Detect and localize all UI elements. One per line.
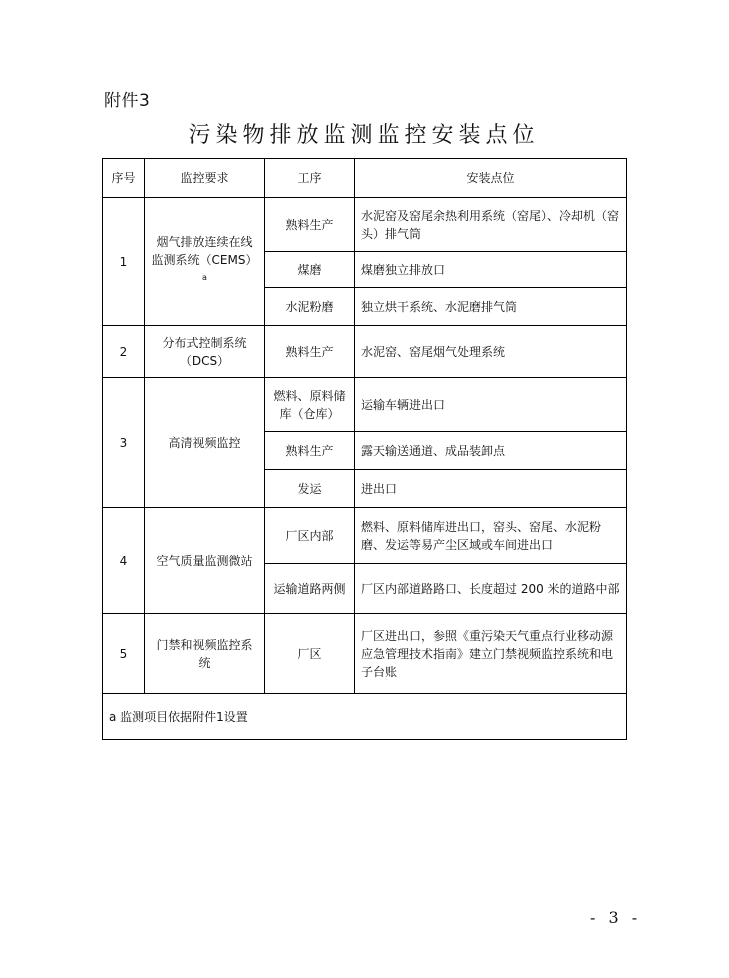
row-location: 独立烘干系统、水泥磨排气筒 — [355, 288, 627, 326]
row-no: 3 — [103, 378, 145, 508]
page-number: - 3 - — [590, 908, 642, 927]
row-process: 厂区 — [265, 614, 355, 694]
row-location: 厂区进出口，参照《重污染天气重点行业移动源应急管理技术指南》建立门禁视频监控系统和电子台账 — [355, 614, 627, 694]
table-row — [103, 198, 627, 252]
row-process: 熟料生产 — [265, 198, 355, 252]
header-process: 工序 — [265, 159, 355, 198]
row-location: 煤磨独立排放口 — [355, 252, 627, 288]
row-process: 运输道路两侧 — [265, 564, 355, 614]
footnote-row — [103, 694, 627, 740]
attachment-label: 附件3 — [104, 91, 151, 111]
row-requirement: 门禁和视频监控系统 — [145, 614, 265, 694]
row-no: 2 — [103, 326, 145, 378]
row-process: 熟料生产 — [265, 326, 355, 378]
table-row — [103, 508, 627, 564]
row-process: 煤磨 — [265, 252, 355, 288]
row-process: 发运 — [265, 470, 355, 508]
table-footnote: a 监测项目依据附件1设置 — [103, 694, 627, 740]
row-location: 进出口 — [355, 470, 627, 508]
table-row — [103, 378, 627, 432]
document-title: 污染物排放监测监控安装点位 — [188, 123, 540, 148]
row-location: 水泥窑及窑尾余热利用系统（窑尾）、冷却机（窑头）排气筒 — [355, 198, 627, 252]
row-requirement: 空气质量监测微站 — [145, 508, 265, 614]
row-no: 4 — [103, 508, 145, 614]
table-header-row — [103, 159, 627, 198]
row-requirement: 分布式控制系统（DCS） — [145, 326, 265, 378]
header-requirement: 监控要求 — [145, 159, 265, 198]
row-process: 水泥粉磨 — [265, 288, 355, 326]
monitoring-table — [102, 158, 627, 740]
table-row — [103, 326, 627, 378]
row-location: 露天输送通道、成品装卸点 — [355, 432, 627, 470]
row-location: 水泥窑、窑尾烟气处理系统 — [355, 326, 627, 378]
row-process: 熟料生产 — [265, 432, 355, 470]
row-requirement: 高清视频监控 — [145, 378, 265, 508]
table-row — [103, 614, 627, 694]
row-process: 厂区内部 — [265, 508, 355, 564]
row-location: 运输车辆进出口 — [355, 378, 627, 432]
row-process: 燃料、原料储库（仓库） — [265, 378, 355, 432]
row-requirement: 烟气排放连续在线监测系统（CEMS）$^a$ — [145, 198, 265, 326]
row-location: 燃料、原料储库进出口，窑头、窑尾、水泥粉磨、发运等易产尘区域或车间进出口 — [355, 508, 627, 564]
header-location: 安装点位 — [355, 159, 627, 198]
row-location: 厂区内部道路路口、长度超过 200 米的道路中部 — [355, 564, 627, 614]
footnote-marker: a — [202, 273, 207, 282]
row-no: 1 — [103, 198, 145, 326]
row-no: 5 — [103, 614, 145, 694]
header-no: 序号 — [103, 159, 145, 198]
